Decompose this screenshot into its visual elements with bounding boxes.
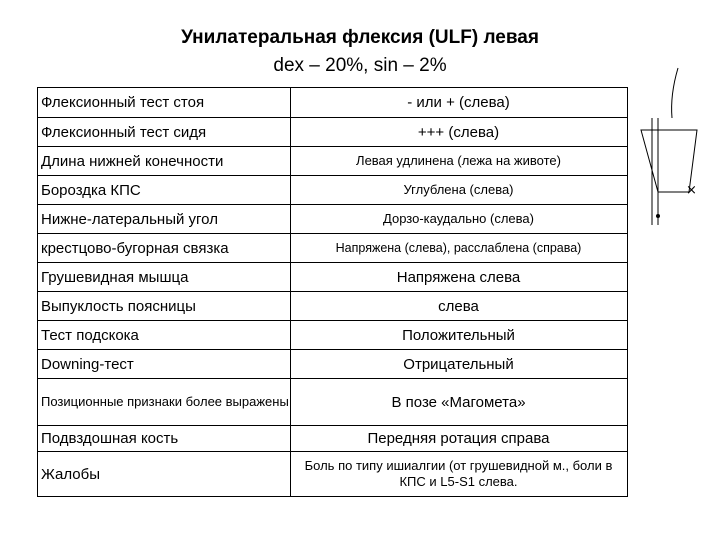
title-main: Унилатеральная флексия (ULF) левая xyxy=(181,27,539,48)
row-label: Выпуклость поясницы xyxy=(41,297,196,315)
row-label: Длина нижней конечности xyxy=(41,152,224,170)
row-label: Жалобы xyxy=(41,465,100,483)
row-value: Боль по типу ишиалгии (от грушевидной м., боли в КПС и L5-S1 слева. xyxy=(304,458,613,489)
row-label: Флексионный тест стоя xyxy=(41,94,205,111)
cross-marker-icon: × xyxy=(686,183,697,198)
row-label: Downing-тест xyxy=(41,355,134,373)
row-label: Бороздка КПС xyxy=(41,181,141,199)
row-value: Передняя ротация справа xyxy=(367,430,550,447)
row-value: - или + (слева) xyxy=(407,94,510,111)
row-label: Нижне-латеральный угол xyxy=(41,210,218,228)
row-label: крестцово-бугорная связка xyxy=(41,239,229,257)
row-value: +++ (слева) xyxy=(417,123,500,141)
row-value: В позе «Магомета» xyxy=(391,393,526,411)
row-label: Позиционные признаки более выражены xyxy=(41,394,289,409)
row-value: Дорзо-каудально (слева) xyxy=(383,211,534,226)
row-value: Отрицательный xyxy=(403,355,514,373)
table-row xyxy=(38,147,627,175)
curve-line xyxy=(672,68,678,118)
row-label: Грушевидная мышца xyxy=(41,268,189,286)
row-label: Подвздошная кость xyxy=(41,430,179,447)
table-row xyxy=(38,426,627,451)
table-row xyxy=(38,88,627,117)
plumb-dot xyxy=(656,214,660,218)
page-title xyxy=(0,24,720,80)
title-subtitle: dex – 20%, sin – 2% xyxy=(273,55,447,76)
table-row xyxy=(38,350,627,378)
row-value: Положительный xyxy=(402,326,515,344)
table-row xyxy=(38,292,627,320)
table-row xyxy=(38,176,627,204)
row-value: Левая удлинена (лежа на животе) xyxy=(356,153,561,168)
table-row xyxy=(38,205,627,233)
row-label: Флексионный тест сидя xyxy=(41,123,207,141)
table-row xyxy=(38,234,627,262)
table-row xyxy=(38,263,627,291)
sacrum-diagram xyxy=(628,60,718,230)
row-label: Тест подскока xyxy=(41,326,139,344)
row-value: Углублена (слева) xyxy=(403,182,514,197)
row-value: слева xyxy=(438,297,479,315)
row-value: Напряжена слева xyxy=(396,268,521,286)
table-row xyxy=(38,379,627,425)
table-row xyxy=(38,452,627,496)
table-row xyxy=(38,118,627,146)
row-value: Напряжена (слева), расслаблена (справа) xyxy=(335,241,582,255)
findings-table xyxy=(37,87,628,497)
table-row xyxy=(38,321,627,349)
